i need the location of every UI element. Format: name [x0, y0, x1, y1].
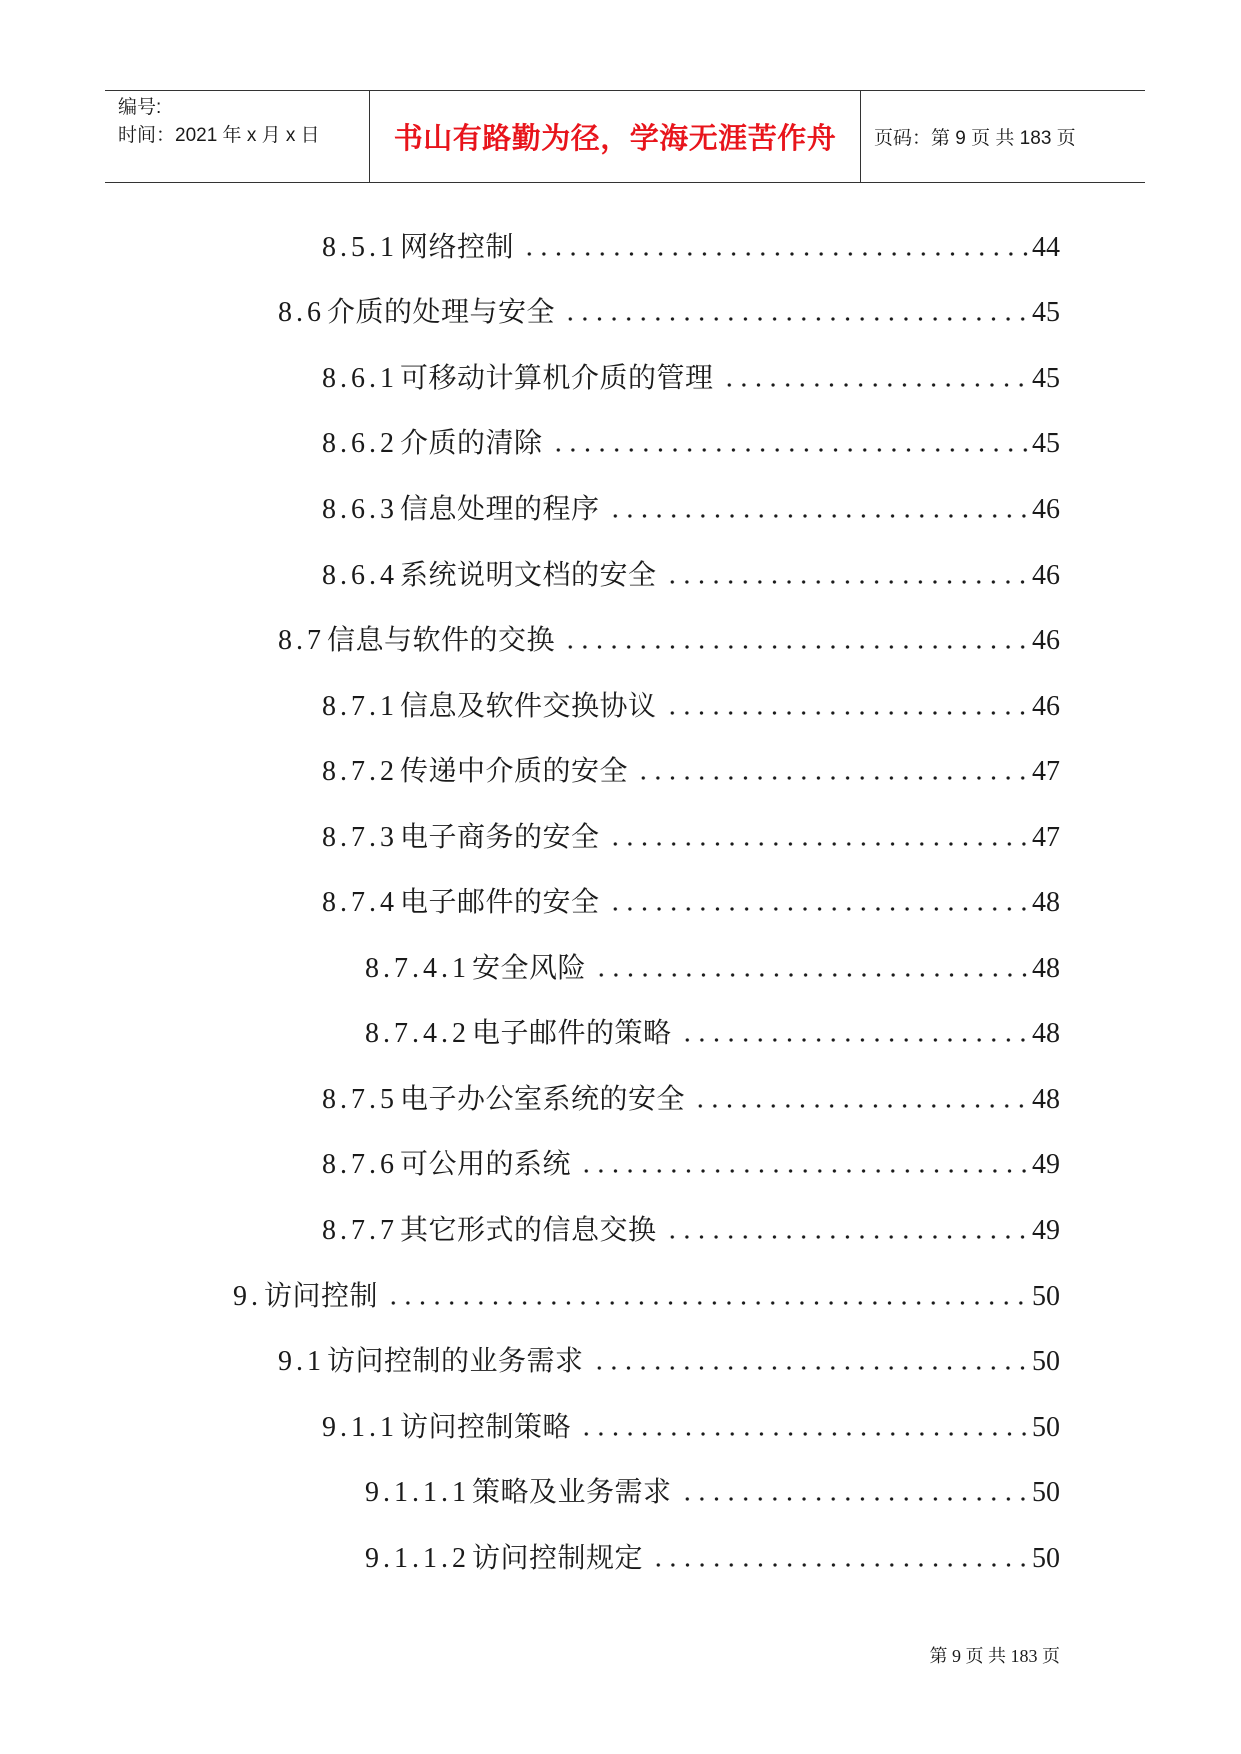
toc-entry-number: 8.7.4: [322, 887, 398, 919]
toc-entry[interactable]: [0, 278, 1060, 344]
toc-entry-page: 45: [1032, 428, 1060, 460]
toc-entry-number: 8.7.1: [322, 690, 398, 722]
toc-entry-page: 45: [1032, 297, 1060, 329]
toc-entry-title: 访问控制的业务需求: [327, 1346, 584, 1378]
toc-entry-page: 45: [1032, 362, 1060, 394]
dot-leader: [636, 776, 1028, 780]
dot-leader: [680, 1497, 1028, 1501]
toc-entry-title: 介质的清除: [400, 428, 543, 460]
dot-leader: [579, 1432, 1028, 1436]
toc-entry-page: 46: [1032, 690, 1060, 722]
dot-leader: [608, 907, 1028, 911]
toc-entry-number: 8.7.4.2: [365, 1018, 470, 1050]
page-footer: [930, 1642, 1061, 1668]
toc-entry-page: 48: [1032, 952, 1060, 984]
toc-entry-page: 46: [1032, 625, 1060, 657]
dot-leader: [563, 317, 1028, 321]
toc-entry-title: 传递中介质的安全: [400, 756, 629, 788]
toc-entry-title: 访问控制策略: [400, 1411, 572, 1443]
toc-entry-page: 48: [1032, 1018, 1060, 1050]
toc-entry-title: 信息及软件交换协议: [400, 690, 657, 722]
toc-entry-page: 48: [1032, 887, 1060, 919]
dot-leader: [592, 1366, 1028, 1370]
dot-leader: [579, 1169, 1028, 1173]
toc-entry-page: 44: [1032, 231, 1060, 263]
toc-entry[interactable]: [0, 802, 1060, 868]
toc-entry-number: 8.7.7: [322, 1214, 398, 1246]
footer-page-info: 第 9 页 共 183 页: [929, 1646, 1060, 1666]
dot-leader: [665, 711, 1028, 715]
toc-entry-title: 安全风险: [472, 952, 587, 984]
toc-entry[interactable]: [0, 540, 1060, 606]
toc-entry[interactable]: [0, 671, 1060, 737]
toc-entry[interactable]: [0, 933, 1060, 999]
dot-leader: [522, 252, 1028, 256]
header-motto-cell: [370, 91, 861, 182]
toc-entry-page: 50: [1032, 1346, 1060, 1378]
toc-entry-number: 8.6: [278, 297, 325, 329]
toc-entry-title: 系统说明文档的安全: [400, 559, 657, 591]
toc-entry[interactable]: [0, 1064, 1060, 1130]
dot-leader: [608, 514, 1028, 518]
toc-entry[interactable]: [0, 474, 1060, 540]
toc-entry[interactable]: [0, 1261, 1060, 1327]
dot-leader: [680, 1038, 1028, 1042]
toc-entry-title: 策略及业务需求: [472, 1477, 672, 1509]
toc-entry-title: 电子邮件的安全: [400, 887, 600, 919]
toc-entry-page: 46: [1032, 559, 1060, 591]
toc-entry-number: 8.7.2: [322, 756, 398, 788]
toc-entry-title: 介质的处理与安全: [327, 297, 556, 329]
toc-entry[interactable]: [0, 999, 1060, 1065]
toc-entry[interactable]: [0, 1457, 1060, 1523]
toc-entry-title: 网络控制: [400, 231, 515, 263]
toc-entry-number: 8.6.1: [322, 362, 398, 394]
header-page-cell: [861, 91, 1145, 182]
dot-leader: [563, 645, 1028, 649]
toc-entry-number: 8.6.2: [322, 428, 398, 460]
header-page-info: 页码：第 9 页 共 183 页: [874, 128, 1076, 149]
toc-entry-title: 信息处理的程序: [400, 493, 600, 525]
time-label: 时间：2021 年 x 月 x 日: [118, 125, 320, 146]
toc-entry-title: 可移动计算机介质的管理: [400, 362, 714, 394]
toc-entry[interactable]: [0, 867, 1060, 933]
toc-entry-number: 8.7.5: [322, 1083, 398, 1115]
toc-entry-number: 8.7.6: [322, 1149, 398, 1181]
toc-entry-title: 电子邮件的策略: [472, 1018, 672, 1050]
dot-leader: [665, 1235, 1028, 1239]
toc-entry-page: 47: [1032, 821, 1060, 853]
toc-entry-page: 48: [1032, 1083, 1060, 1115]
toc-entry-title: 访问控制规定: [472, 1542, 644, 1574]
toc-entry-number: 8.7: [278, 625, 325, 657]
header-meta-cell: [105, 91, 370, 182]
dot-leader: [665, 580, 1028, 584]
dot-leader: [722, 383, 1028, 387]
toc-entry-title: 其它形式的信息交换: [400, 1214, 657, 1246]
toc-entry-number: 8.6.3: [322, 493, 398, 525]
toc-entry-title: 电子办公室系统的安全: [400, 1083, 686, 1115]
toc-entry-page: 50: [1032, 1477, 1060, 1509]
toc-entry-number: 8.6.4: [322, 559, 398, 591]
toc-entry-number: 9.: [233, 1280, 262, 1312]
dot-leader: [386, 1301, 1028, 1305]
toc-entry-page: 47: [1032, 756, 1060, 788]
toc-entry-number: 9.1.1: [322, 1411, 398, 1443]
toc-entry[interactable]: [0, 605, 1060, 671]
table-of-contents: [0, 212, 1060, 1588]
toc-entry-page: 49: [1032, 1214, 1060, 1246]
page-header: [105, 90, 1145, 183]
toc-entry[interactable]: [0, 212, 1060, 278]
toc-entry-title: 可公用的系统: [400, 1149, 572, 1181]
toc-entry-title: 访问控制: [264, 1280, 379, 1312]
toc-entry[interactable]: [0, 1326, 1060, 1392]
dot-leader: [693, 1104, 1028, 1108]
toc-entry[interactable]: [0, 1392, 1060, 1458]
toc-entry[interactable]: [0, 343, 1060, 409]
toc-entry-page: 50: [1032, 1411, 1060, 1443]
dot-leader: [651, 1563, 1028, 1567]
dot-leader: [551, 448, 1028, 452]
toc-entry-title: 信息与软件的交换: [327, 625, 556, 657]
dot-leader: [608, 842, 1028, 846]
toc-entry[interactable]: [0, 736, 1060, 802]
serial-number-label: 编号:: [118, 97, 162, 118]
toc-entry-number: 9.1: [278, 1346, 325, 1378]
dot-leader: [594, 973, 1028, 977]
toc-entry-title: 电子商务的安全: [400, 821, 600, 853]
toc-entry[interactable]: [0, 1130, 1060, 1196]
toc-entry-page: 50: [1032, 1280, 1060, 1312]
toc-entry-page: 49: [1032, 1149, 1060, 1181]
header-motto: 书山有路勤为径，学海无涯苦作舟: [393, 123, 837, 155]
toc-entry[interactable]: [0, 409, 1060, 475]
toc-entry-page: 46: [1032, 493, 1060, 525]
toc-entry-number: 9.1.1.2: [365, 1542, 470, 1574]
toc-entry-number: 8.5.1: [322, 231, 398, 263]
toc-entry[interactable]: [0, 1523, 1060, 1589]
toc-entry-number: 8.7.4.1: [365, 952, 470, 984]
toc-entry-number: 9.1.1.1: [365, 1477, 470, 1509]
toc-entry[interactable]: [0, 1195, 1060, 1261]
toc-entry-page: 50: [1032, 1542, 1060, 1574]
toc-entry-number: 8.7.3: [322, 821, 398, 853]
